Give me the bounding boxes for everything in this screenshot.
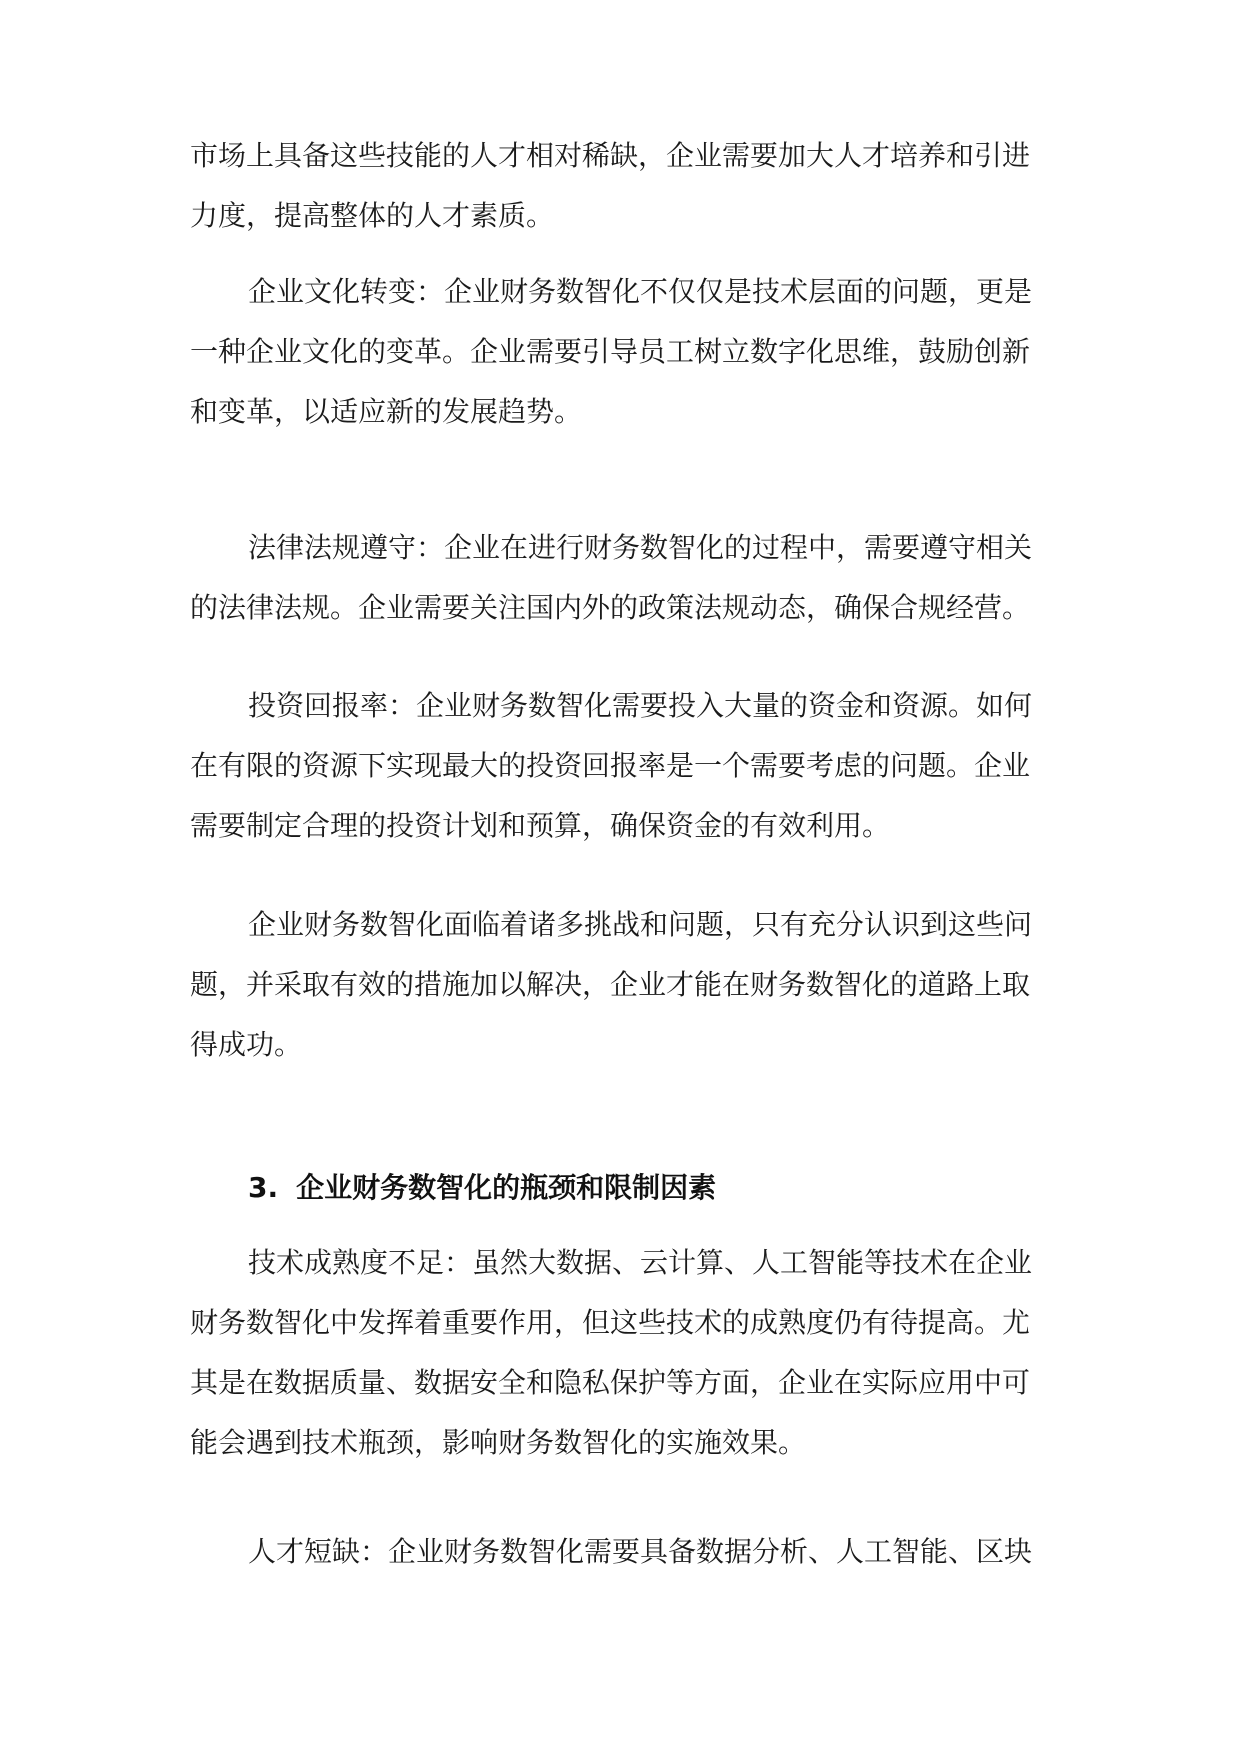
text-line: 力度，提高整体的人才素质。: [190, 199, 555, 232]
text-line: 投资回报率：企业财务数智化需要投入大量的资金和资源。如何: [248, 689, 1033, 722]
paragraph-tech-maturity: [190, 1233, 1060, 1473]
section-title: 企业财务数智化的瓶颈和限制因素: [296, 1171, 717, 1204]
text-line: 企业文化转变：企业财务数智化不仅仅是技术层面的问题，更是: [248, 275, 1033, 308]
text-line: 的法律法规。企业需要关注国内外的政策法规动态，确保合规经营。: [190, 591, 1031, 624]
text-line: 一种企业文化的变革。企业需要引导员工树立数字化思维，鼓励创新: [190, 335, 1031, 368]
section-heading: [248, 1158, 716, 1218]
text-line: 需要制定合理的投资计划和预算，确保资金的有效利用。: [190, 809, 891, 842]
text-line: 人才短缺：企业财务数智化需要具备数据分析、人工智能、区块: [248, 1535, 1033, 1568]
text-line: 在有限的资源下实现最大的投资回报率是一个需要考虑的问题。企业: [190, 749, 1031, 782]
paragraph-culture-change: [190, 262, 1060, 442]
paragraph-summary: [190, 895, 1060, 1075]
paragraph-roi: [190, 676, 1060, 856]
text-line: 题，并采取有效的措施加以解决，企业才能在财务数智化的道路上取: [190, 968, 1031, 1001]
text-line: 其是在数据质量、数据安全和隐私保护等方面，企业在实际应用中可: [190, 1366, 1031, 1399]
paragraph-legal-compliance: [190, 518, 1060, 638]
text-line: 技术成熟度不足：虽然大数据、云计算、人工智能等技术在企业: [248, 1246, 1033, 1279]
text-line: 企业财务数智化面临着诸多挑战和问题，只有充分认识到这些问: [248, 908, 1033, 941]
text-line: 能会遇到技术瓶颈，影响财务数智化的实施效果。: [190, 1426, 807, 1459]
text-line: 和变革，以适应新的发展趋势。: [190, 395, 583, 428]
paragraph-talent-continuation: [190, 126, 1060, 246]
text-line: 得成功。: [190, 1028, 303, 1061]
paragraph-talent-shortage: [190, 1522, 1060, 1582]
section-number: 3.: [248, 1171, 279, 1204]
text-line: 法律法规遵守：企业在进行财务数智化的过程中，需要遵守相关: [248, 531, 1033, 564]
text-line: 市场上具备这些技能的人才相对稀缺，企业需要加大人才培养和引进: [190, 139, 1031, 172]
text-line: 财务数智化中发挥着重要作用，但这些技术的成熟度仍有待提高。尤: [190, 1306, 1031, 1339]
